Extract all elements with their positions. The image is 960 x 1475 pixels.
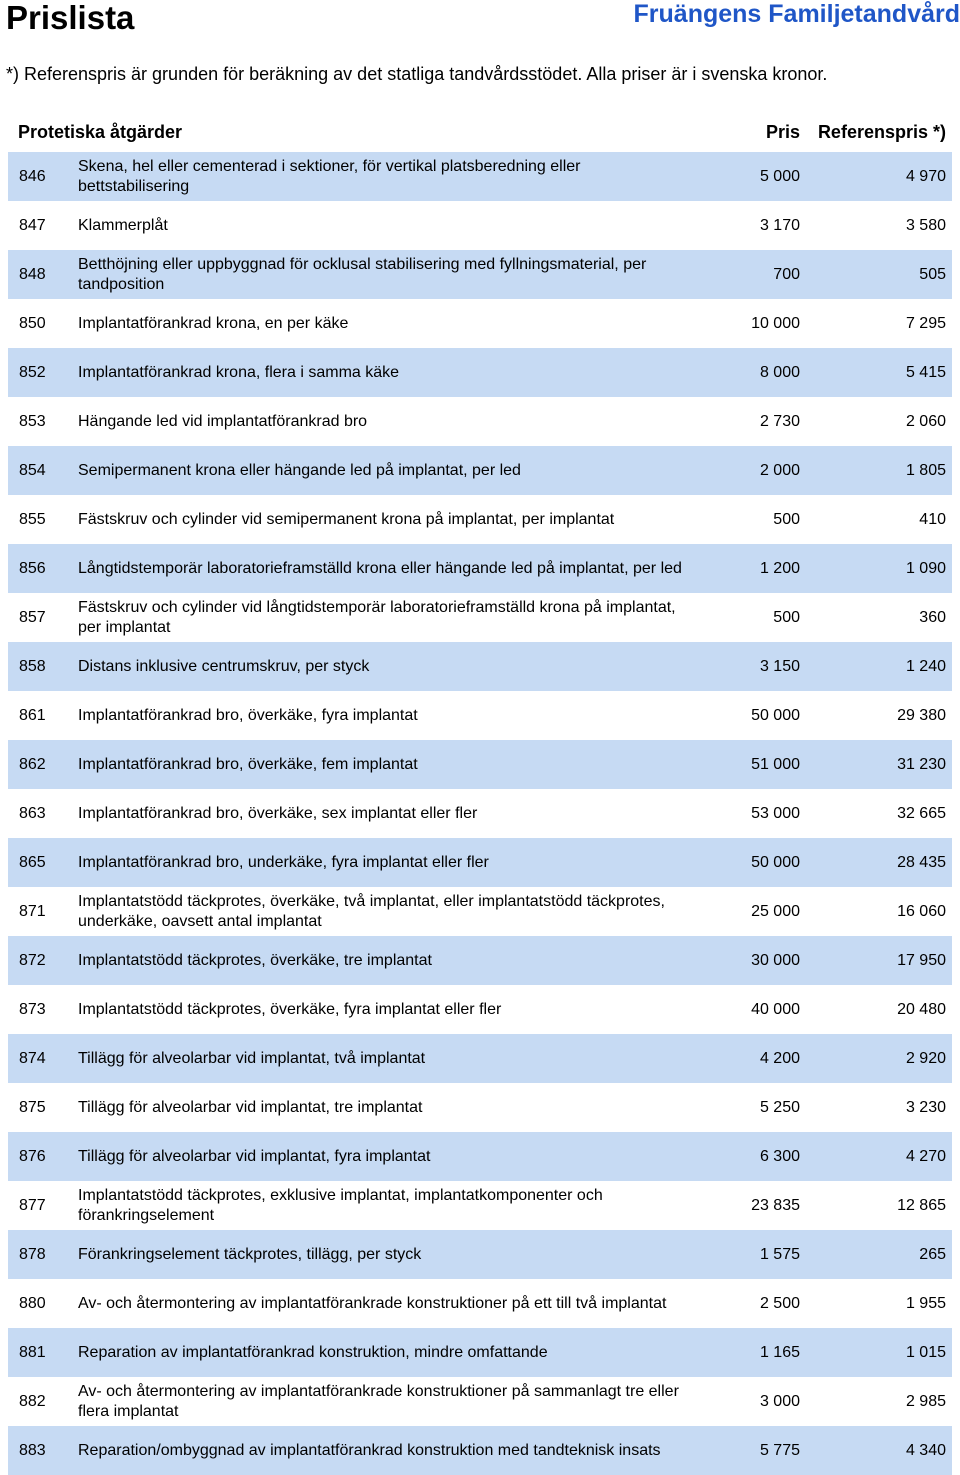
row-reference-price: 2 985: [905, 1392, 946, 1410]
row-code: 877: [19, 1196, 46, 1214]
row-reference-price: 28 435: [897, 853, 946, 871]
row-price: 5 250: [759, 1098, 800, 1116]
table-row: [8, 397, 952, 446]
row-price: 50 000: [751, 853, 800, 871]
table-row: [8, 201, 952, 250]
row-code: 853: [19, 412, 46, 430]
table-row: [8, 1181, 952, 1230]
row-code: 871: [19, 902, 46, 920]
row-reference-price: 360: [919, 608, 946, 626]
row-reference-price: 4 270: [905, 1147, 946, 1165]
row-price: 1 165: [759, 1343, 800, 1361]
row-description: Implantatstödd täckprotes, överkäke, fyra implantat eller fler: [78, 1000, 502, 1018]
row-price: 30 000: [751, 951, 800, 969]
section-title: Protetiska åtgärder: [18, 122, 183, 142]
row-code: 857: [19, 608, 46, 626]
table-row: [8, 1279, 952, 1328]
row-code: 876: [19, 1147, 46, 1165]
row-description: Skena, hel eller cementerad i sektioner, för vertikal platsberedning eller bettstabilisering: [78, 157, 581, 195]
table-row: [8, 1034, 952, 1083]
row-description: Av- och återmontering av implantatförankrade konstruktioner på ett till två implantat: [78, 1294, 667, 1312]
row-code: 881: [19, 1343, 46, 1361]
row-price: 8 000: [759, 363, 800, 381]
table-row: [8, 936, 952, 985]
row-code: 847: [19, 216, 46, 234]
row-code: 858: [19, 657, 46, 675]
row-code: 878: [19, 1245, 46, 1263]
row-reference-price: 410: [919, 510, 946, 528]
row-price: 5 000: [759, 167, 800, 185]
table-row: [8, 691, 952, 740]
row-code: 874: [19, 1049, 46, 1067]
row-reference-price: 1 805: [905, 461, 946, 479]
page-title: Prislista: [6, 0, 135, 36]
row-price: 3 170: [759, 216, 800, 234]
table-row: [8, 1132, 952, 1181]
table-row: [8, 348, 952, 397]
row-price: 51 000: [751, 755, 800, 773]
table-row: [8, 789, 952, 838]
table-row: [8, 1230, 952, 1279]
row-code: 882: [19, 1392, 46, 1410]
row-description: Hängande led vid implantatförankrad bro: [78, 412, 368, 430]
table-row: [8, 1377, 952, 1426]
row-price: 6 300: [759, 1147, 800, 1165]
row-reference-price: 2 920: [905, 1049, 946, 1067]
row-reference-price: 265: [919, 1245, 946, 1263]
price-table: [8, 152, 952, 1475]
row-code: 875: [19, 1098, 46, 1116]
row-code: 873: [19, 1000, 46, 1018]
row-price: 4 200: [759, 1049, 800, 1067]
table-row: [8, 838, 952, 887]
row-description: Långtidstemporär laboratorieframställd krona eller hängande led på implantat, per led: [78, 559, 682, 577]
row-price: 2 000: [759, 461, 800, 479]
row-code: 861: [19, 706, 46, 724]
row-reference-price: 2 060: [905, 412, 946, 430]
row-reference-price: 20 480: [897, 1000, 946, 1018]
row-price: 3 150: [759, 657, 800, 675]
row-description: Implantatförankrad krona, flera i samma käke: [78, 363, 400, 381]
row-reference-price: 1 015: [905, 1343, 946, 1361]
row-code: 863: [19, 804, 46, 822]
table-row: [8, 642, 952, 691]
row-reference-price: 5 415: [905, 363, 946, 381]
row-reference-price: 17 950: [897, 951, 946, 969]
row-description: Implantatförankrad bro, överkäke, sex implantat eller fler: [78, 804, 478, 822]
table-row: [8, 299, 952, 348]
row-code: 880: [19, 1294, 46, 1312]
row-price: 3 000: [759, 1392, 800, 1410]
row-price: 1 575: [759, 1245, 800, 1263]
row-code: 854: [19, 461, 46, 479]
row-description: Förankringselement täckprotes, tillägg, per styck: [78, 1245, 422, 1263]
row-reference-price: 1 090: [905, 559, 946, 577]
table-row: [8, 1083, 952, 1132]
row-price: 1 200: [759, 559, 800, 577]
row-description: Implantatstödd täckprotes, överkäke, tre implantat: [78, 951, 432, 969]
row-description: Tillägg för alveolarbar vid implantat, fyra implantat: [78, 1147, 431, 1165]
table-row: [8, 593, 952, 642]
row-code: 883: [19, 1441, 46, 1459]
row-code: 865: [19, 853, 46, 871]
row-reference-price: 1 240: [905, 657, 946, 675]
row-price: 23 835: [751, 1196, 800, 1214]
row-code: 846: [19, 167, 46, 185]
row-description: Reparation/ombyggnad av implantatförankrad konstruktion med tandteknisk insats: [78, 1441, 661, 1459]
table-row: [8, 887, 952, 936]
row-code: 855: [19, 510, 46, 528]
table-header: [8, 119, 952, 147]
row-description: Implantatförankrad bro, överkäke, fyra implantat: [78, 706, 418, 724]
row-code: 850: [19, 314, 46, 332]
row-reference-price: 505: [919, 265, 946, 283]
price-column-header: Pris: [765, 122, 800, 142]
row-description: Tillägg för alveolarbar vid implantat, två implantat: [78, 1049, 426, 1067]
row-price: 50 000: [751, 706, 800, 724]
table-row: [8, 544, 952, 593]
row-description: Distans inklusive centrumskruv, per styck: [78, 657, 370, 675]
row-price: 40 000: [751, 1000, 800, 1018]
row-reference-price: 16 060: [897, 902, 946, 920]
row-description: Implantatförankrad bro, underkäke, fyra implantat eller fler: [78, 853, 489, 871]
row-reference-price: 31 230: [897, 755, 946, 773]
table-row: [8, 446, 952, 495]
table-row: [8, 495, 952, 544]
row-code: 848: [19, 265, 46, 283]
clinic-name: Fruängens Familjetandvård: [633, 0, 960, 28]
row-reference-price: 3 580: [905, 216, 946, 234]
row-price: 25 000: [751, 902, 800, 920]
row-description: Betthöjning eller uppbyggnad för ocklusal stabilisering med fyllningsmaterial, per tandposition: [78, 255, 647, 293]
row-description: Av- och återmontering av implantatförankrade konstruktioner på sammanlagt tre eller flera implantat: [78, 1382, 679, 1420]
row-description: Implantatstödd täckprotes, exklusive implantat, implantatkomponenter och förankringselement: [78, 1186, 603, 1224]
row-reference-price: 32 665: [897, 804, 946, 822]
row-description: Klammerplåt: [78, 216, 168, 234]
row-code: 862: [19, 755, 46, 773]
row-reference-price: 4 970: [905, 167, 946, 185]
row-description: Implantatförankrad bro, överkäke, fem implantat: [78, 755, 418, 773]
table-row: [8, 250, 952, 299]
row-reference-price: 3 230: [905, 1098, 946, 1116]
row-price: 53 000: [751, 804, 800, 822]
row-description: Reparation av implantatförankrad konstruktion, mindre omfattande: [78, 1343, 548, 1361]
row-price: 10 000: [751, 314, 800, 332]
row-price: 5 775: [759, 1441, 800, 1459]
table-row: [8, 1328, 952, 1377]
row-price: 500: [773, 608, 800, 626]
row-price: 2 730: [759, 412, 800, 430]
row-reference-price: 7 295: [905, 314, 946, 332]
row-reference-price: 4 340: [905, 1441, 946, 1459]
row-description: Fästskruv och cylinder vid semipermanent krona på implantat, per implantat: [78, 510, 615, 528]
row-reference-price: 1 955: [905, 1294, 946, 1312]
row-price: 500: [773, 510, 800, 528]
row-description: Semipermanent krona eller hängande led på implantat, per led: [78, 461, 521, 479]
table-row: [8, 740, 952, 789]
row-code: 852: [19, 363, 46, 381]
table-row: [8, 152, 952, 201]
reference-price-column-header: Referenspris *): [817, 122, 946, 142]
row-reference-price: 12 865: [897, 1196, 946, 1214]
table-row: [8, 1426, 952, 1475]
row-code: 856: [19, 559, 46, 577]
row-code: 872: [19, 951, 46, 969]
table-row: [8, 985, 952, 1034]
row-description: Implantatstödd täckprotes, överkäke, två implantat, eller implantatstödd täckprotes, underkäke, oavsett antal implantat: [78, 892, 665, 930]
row-description: Implantatförankrad krona, en per käke: [78, 314, 349, 332]
row-description: Tillägg för alveolarbar vid implantat, tre implantat: [78, 1098, 423, 1116]
reference-price-note: *) Referenspris är grunden för beräkning av det statliga tandvårdsstödet. Alla priser är i svenska kronor.: [6, 64, 828, 84]
row-description: Fästskruv och cylinder vid långtidstemporär laboratorieframställd krona på implantat, per implantat: [78, 598, 676, 636]
row-price: 700: [773, 265, 800, 283]
row-price: 2 500: [759, 1294, 800, 1312]
row-reference-price: 29 380: [897, 706, 946, 724]
